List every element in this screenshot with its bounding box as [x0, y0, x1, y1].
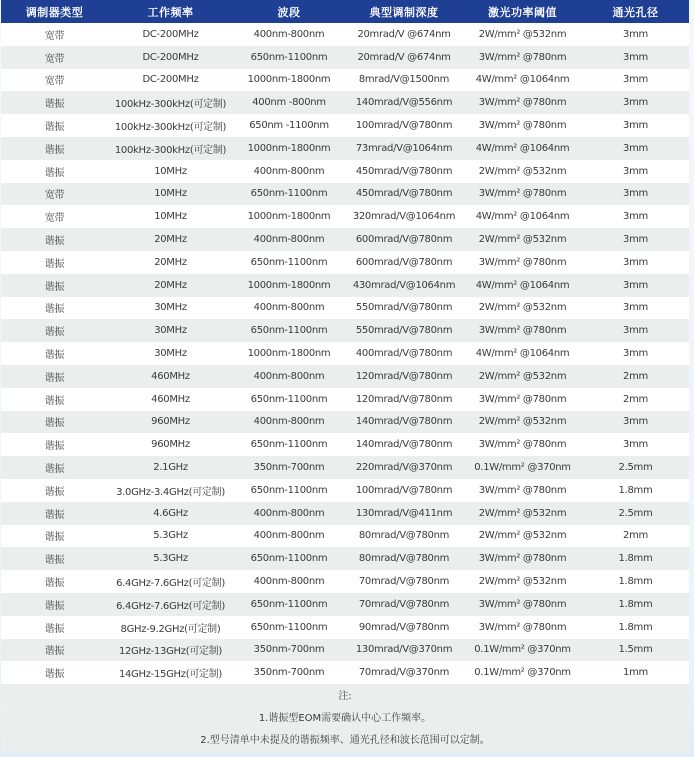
table-row [1, 479, 689, 502]
table-row [1, 91, 689, 114]
cell-wavelength-band: 400nm-800nm [233, 297, 345, 320]
cell-wavelength-band: 1000nm-1800nm [233, 69, 345, 92]
cell-modulator-type: 谐振 [1, 137, 108, 160]
cell-operating-frequency: 460MHz [108, 365, 233, 388]
header-laser-power-threshold: 激光功率阈值 [463, 0, 582, 23]
cell-wavelength-band: 400nm-800nm [233, 525, 345, 548]
cell-wavelength-band: 650nm-1100nm [233, 46, 345, 69]
cell-modulation-depth: 100mrad/V@780nm [345, 479, 463, 502]
cell-modulation-depth: 140mrad/V@780nm [345, 411, 463, 434]
cell-wavelength-band: 650nm-1100nm [233, 388, 345, 411]
cell-modulation-depth: 130mrad/V@411nm [345, 502, 463, 525]
cell-wavelength-band: 350nm-700nm [233, 661, 345, 684]
cell-laser-power-threshold: 4W/mm² @1064nm [463, 342, 582, 365]
cell-clear-aperture: 3mm [582, 319, 689, 342]
cell-wavelength-band: 650nm-1100nm [233, 183, 345, 206]
cell-modulator-type: 谐振 [1, 479, 108, 502]
cell-clear-aperture: 3mm [582, 114, 689, 137]
cell-modulation-depth: 100mrad/V@780nm [345, 114, 463, 137]
table-row [1, 365, 689, 388]
cell-clear-aperture: 3mm [582, 433, 689, 456]
table-row [1, 502, 689, 525]
table-row [1, 205, 689, 228]
cell-laser-power-threshold: 4W/mm² @1064nm [463, 69, 582, 92]
cell-clear-aperture: 1.8mm [582, 593, 689, 616]
cell-laser-power-threshold: 2W/mm² @532nm [463, 365, 582, 388]
table-row [1, 661, 689, 684]
table-row [1, 137, 689, 160]
cell-modulation-depth: 90mrad/V@780nm [345, 616, 463, 639]
cell-modulation-depth: 120mrad/V@780nm [345, 365, 463, 388]
cell-wavelength-band: 400nm-800nm [233, 411, 345, 434]
cell-modulation-depth: 450mrad/V@780nm [345, 183, 463, 206]
cell-wavelength-band: 1000nm-1800nm [233, 205, 345, 228]
cell-operating-frequency: 10MHz [108, 160, 233, 183]
cell-wavelength-band: 350nm-700nm [233, 639, 345, 662]
cell-clear-aperture: 1.8mm [582, 570, 689, 593]
cell-laser-power-threshold: 3W/mm² @780nm [463, 319, 582, 342]
cell-clear-aperture: 2.5mm [582, 502, 689, 525]
cell-modulator-type: 谐振 [1, 456, 108, 479]
cell-modulator-type: 谐振 [1, 297, 108, 320]
table-row [1, 69, 689, 92]
cell-laser-power-threshold: 2W/mm² @532nm [463, 525, 582, 548]
table-row [1, 251, 689, 274]
cell-wavelength-band: 400nm-800nm [233, 23, 345, 46]
cell-wavelength-band: 1000nm-1800nm [233, 274, 345, 297]
table-body [1, 23, 689, 684]
cell-modulation-depth: 140mrad/V@556nm [345, 91, 463, 114]
cell-clear-aperture: 3mm [582, 23, 689, 46]
cell-clear-aperture: 1mm [582, 661, 689, 684]
cell-clear-aperture: 3mm [582, 91, 689, 114]
cell-operating-frequency: 5.3GHz [108, 547, 233, 570]
cell-laser-power-threshold: 0.1W/mm² @370nm [463, 639, 582, 662]
header-modulation-depth: 典型调制深度 [345, 0, 463, 23]
table-row [1, 433, 689, 456]
cell-clear-aperture: 2mm [582, 388, 689, 411]
cell-clear-aperture: 2mm [582, 365, 689, 388]
cell-wavelength-band: 400nm-800nm [233, 570, 345, 593]
header-clear-aperture: 通光孔径 [582, 0, 689, 23]
cell-clear-aperture: 3mm [582, 297, 689, 320]
cell-clear-aperture: 1.5mm [582, 639, 689, 662]
cell-laser-power-threshold: 2W/mm² @532nm [463, 297, 582, 320]
cell-modulation-depth: 70mrad/V@780nm [345, 593, 463, 616]
notes-section [1, 684, 689, 752]
table-row [1, 274, 689, 297]
header-modulator-type: 调制器类型 [1, 0, 108, 23]
cell-modulation-depth: 220mrad/V@370nm [345, 456, 463, 479]
table-row [1, 160, 689, 183]
cell-laser-power-threshold: 3W/mm² @780nm [463, 593, 582, 616]
cell-laser-power-threshold: 2W/mm² @532nm [463, 502, 582, 525]
cell-clear-aperture: 3mm [582, 69, 689, 92]
cell-modulation-depth: 450mrad/V@780nm [345, 160, 463, 183]
cell-laser-power-threshold: 3W/mm² @780nm [463, 388, 582, 411]
cell-modulator-type: 宽带 [1, 46, 108, 69]
table-row [1, 23, 689, 46]
cell-clear-aperture: 3mm [582, 205, 689, 228]
cell-laser-power-threshold: 4W/mm² @1064nm [463, 274, 582, 297]
cell-laser-power-threshold: 0.1W/mm² @370nm [463, 661, 582, 684]
cell-wavelength-band: 650nm-1100nm [233, 593, 345, 616]
cell-modulator-type: 谐振 [1, 570, 108, 593]
cell-operating-frequency: 12GHz-13GHz(可定制) [108, 639, 233, 662]
table-row [1, 456, 689, 479]
cell-operating-frequency: 100kHz-300kHz(可定制) [108, 91, 233, 114]
cell-operating-frequency: 2.1GHz [108, 456, 233, 479]
table-row [1, 114, 689, 137]
cell-operating-frequency: DC-200MHz [108, 23, 233, 46]
cell-modulator-type: 谐振 [1, 91, 108, 114]
cell-wavelength-band: 400nm-800nm [233, 365, 345, 388]
cell-modulator-type: 谐振 [1, 547, 108, 570]
cell-modulator-type: 谐振 [1, 160, 108, 183]
table-row [1, 411, 689, 434]
cell-operating-frequency: 20MHz [108, 228, 233, 251]
table-header [1, 0, 689, 23]
table-row [1, 319, 689, 342]
cell-laser-power-threshold: 3W/mm² @780nm [463, 479, 582, 502]
cell-wavelength-band: 350nm-700nm [233, 456, 345, 479]
cell-operating-frequency: 14GHz-15GHz(可定制) [108, 661, 233, 684]
cell-modulation-depth: 430mrad/V@1064nm [345, 274, 463, 297]
cell-modulation-depth: 20mrad/V @674nm [345, 23, 463, 46]
cell-clear-aperture: 1.8mm [582, 479, 689, 502]
cell-laser-power-threshold: 3W/mm² @780nm [463, 433, 582, 456]
cell-wavelength-band: 1000nm-1800nm [233, 342, 345, 365]
cell-modulator-type: 谐振 [1, 228, 108, 251]
spec-table-container [1, 0, 689, 752]
cell-operating-frequency: 6.4GHz-7.6GHz(可定制) [108, 593, 233, 616]
cell-modulation-depth: 80mrad/V@780nm [345, 547, 463, 570]
cell-modulator-type: 宽带 [1, 23, 108, 46]
cell-wavelength-band: 650nm-1100nm [233, 547, 345, 570]
cell-clear-aperture: 3mm [582, 411, 689, 434]
cell-modulator-type: 谐振 [1, 251, 108, 274]
cell-laser-power-threshold: 3W/mm² @780nm [463, 114, 582, 137]
cell-operating-frequency: 5.3GHz [108, 525, 233, 548]
cell-clear-aperture: 3mm [582, 342, 689, 365]
cell-modulator-type: 谐振 [1, 433, 108, 456]
cell-operating-frequency: 20MHz [108, 251, 233, 274]
cell-laser-power-threshold: 2W/mm² @532nm [463, 570, 582, 593]
cell-modulation-depth: 600mrad/V@780nm [345, 251, 463, 274]
cell-laser-power-threshold: 3W/mm² @780nm [463, 547, 582, 570]
cell-clear-aperture: 3mm [582, 46, 689, 69]
cell-laser-power-threshold: 3W/mm² @780nm [463, 91, 582, 114]
cell-laser-power-threshold: 3W/mm² @780nm [463, 616, 582, 639]
cell-modulator-type: 谐振 [1, 342, 108, 365]
cell-modulator-type: 谐振 [1, 525, 108, 548]
cell-modulation-depth: 73mrad/V@1064nm [345, 137, 463, 160]
table-row [1, 616, 689, 639]
cell-clear-aperture: 2mm [582, 525, 689, 548]
table-row [1, 228, 689, 251]
cell-operating-frequency: DC-200MHz [108, 46, 233, 69]
table-row [1, 342, 689, 365]
cell-modulator-type: 谐振 [1, 639, 108, 662]
cell-modulator-type: 谐振 [1, 616, 108, 639]
cell-modulation-depth: 70mrad/V@780nm [345, 570, 463, 593]
cell-wavelength-band: 650nm-1100nm [233, 319, 345, 342]
notes-title: 注: [338, 691, 352, 703]
cell-wavelength-band: 400nm-800nm [233, 160, 345, 183]
cell-operating-frequency: 30MHz [108, 319, 233, 342]
cell-operating-frequency: 10MHz [108, 183, 233, 206]
cell-modulator-type: 谐振 [1, 593, 108, 616]
cell-operating-frequency: 3.0GHz-3.4GHz(可定制) [108, 479, 233, 502]
cell-modulation-depth: 70mrad/V@370nm [345, 661, 463, 684]
cell-laser-power-threshold: 3W/mm² @780nm [463, 46, 582, 69]
table-row [1, 547, 689, 570]
cell-operating-frequency: 20MHz [108, 274, 233, 297]
cell-laser-power-threshold: 0.1W/mm² @370nm [463, 456, 582, 479]
table-row [1, 593, 689, 616]
cell-modulation-depth: 8mrad/V@1500nm [345, 69, 463, 92]
cell-clear-aperture: 2.5mm [582, 456, 689, 479]
cell-clear-aperture: 3mm [582, 251, 689, 274]
cell-wavelength-band: 400nm-800nm [233, 502, 345, 525]
cell-wavelength-band: 650nm -1100nm [233, 114, 345, 137]
cell-modulator-type: 谐振 [1, 388, 108, 411]
cell-wavelength-band: 650nm-1100nm [233, 433, 345, 456]
cell-wavelength-band: 650nm-1100nm [233, 479, 345, 502]
header-wavelength-band: 波段 [233, 0, 345, 23]
cell-wavelength-band: 400nm -800nm [233, 91, 345, 114]
table-row [1, 46, 689, 69]
cell-wavelength-band: 650nm-1100nm [233, 251, 345, 274]
cell-modulation-depth: 20mrad/V @674nm [345, 46, 463, 69]
cell-laser-power-threshold: 2W/mm² @532nm [463, 160, 582, 183]
cell-laser-power-threshold: 3W/mm² @780nm [463, 251, 582, 274]
cell-operating-frequency: 6.4GHz-7.6GHz(可定制) [108, 570, 233, 593]
cell-operating-frequency: 4.6GHz [108, 502, 233, 525]
cell-operating-frequency: 960MHz [108, 433, 233, 456]
note-item: 2.型号清单中未提及的谐振频率、通光孔径和波长范围可以定制。 [200, 735, 490, 747]
cell-modulator-type: 谐振 [1, 114, 108, 137]
cell-laser-power-threshold: 4W/mm² @1064nm [463, 137, 582, 160]
table-row [1, 570, 689, 593]
cell-modulation-depth: 550mrad/V@780nm [345, 319, 463, 342]
cell-laser-power-threshold: 4W/mm² @1064nm [463, 205, 582, 228]
cell-modulation-depth: 80mrad/V@780nm [345, 525, 463, 548]
cell-operating-frequency: 960MHz [108, 411, 233, 434]
cell-modulator-type: 宽带 [1, 205, 108, 228]
cell-modulator-type: 宽带 [1, 183, 108, 206]
cell-modulator-type: 谐振 [1, 411, 108, 434]
cell-modulator-type: 谐振 [1, 365, 108, 388]
cell-clear-aperture: 1.8mm [582, 547, 689, 570]
cell-clear-aperture: 3mm [582, 228, 689, 251]
cell-modulator-type: 宽带 [1, 69, 108, 92]
table-row [1, 639, 689, 662]
cell-operating-frequency: 100kHz-300kHz(可定制) [108, 114, 233, 137]
table-row [1, 525, 689, 548]
cell-modulator-type: 谐振 [1, 319, 108, 342]
cell-clear-aperture: 1.8mm [582, 616, 689, 639]
cell-modulator-type: 谐振 [1, 502, 108, 525]
cell-wavelength-band: 1000nm-1800nm [233, 137, 345, 160]
table-row [1, 297, 689, 320]
cell-clear-aperture: 3mm [582, 183, 689, 206]
cell-laser-power-threshold: 2W/mm² @532nm [463, 228, 582, 251]
table-row [1, 388, 689, 411]
cell-operating-frequency: 8GHz-9.2GHz(可定制) [108, 616, 233, 639]
cell-clear-aperture: 3mm [582, 137, 689, 160]
cell-operating-frequency: DC-200MHz [108, 69, 233, 92]
cell-modulation-depth: 320mrad/V@1064nm [345, 205, 463, 228]
cell-wavelength-band: 650nm-1100nm [233, 616, 345, 639]
note-item: 1.谐振型EOM需要确认中心工作频率。 [258, 713, 432, 725]
cell-laser-power-threshold: 2W/mm² @532nm [463, 23, 582, 46]
eom-spec-table [1, 0, 689, 684]
cell-clear-aperture: 3mm [582, 274, 689, 297]
cell-laser-power-threshold: 2W/mm² @532nm [463, 411, 582, 434]
header-operating-frequency: 工作频率 [108, 0, 233, 23]
cell-laser-power-threshold: 3W/mm² @780nm [463, 183, 582, 206]
cell-clear-aperture: 3mm [582, 160, 689, 183]
cell-modulation-depth: 600mrad/V@780nm [345, 228, 463, 251]
cell-modulation-depth: 130mrad/V@370nm [345, 639, 463, 662]
cell-modulation-depth: 120mrad/V@780nm [345, 388, 463, 411]
cell-operating-frequency: 10MHz [108, 205, 233, 228]
header-row [1, 0, 689, 23]
cell-modulation-depth: 400mrad/V@780nm [345, 342, 463, 365]
cell-operating-frequency: 460MHz [108, 388, 233, 411]
cell-modulation-depth: 550mrad/V@780nm [345, 297, 463, 320]
cell-modulator-type: 谐振 [1, 661, 108, 684]
cell-modulation-depth: 140mrad/V@780nm [345, 433, 463, 456]
cell-operating-frequency: 100kHz-300kHz(可定制) [108, 137, 233, 160]
cell-modulator-type: 谐振 [1, 274, 108, 297]
cell-operating-frequency: 30MHz [108, 297, 233, 320]
cell-wavelength-band: 400nm-800nm [233, 228, 345, 251]
table-row [1, 183, 689, 206]
cell-operating-frequency: 30MHz [108, 342, 233, 365]
